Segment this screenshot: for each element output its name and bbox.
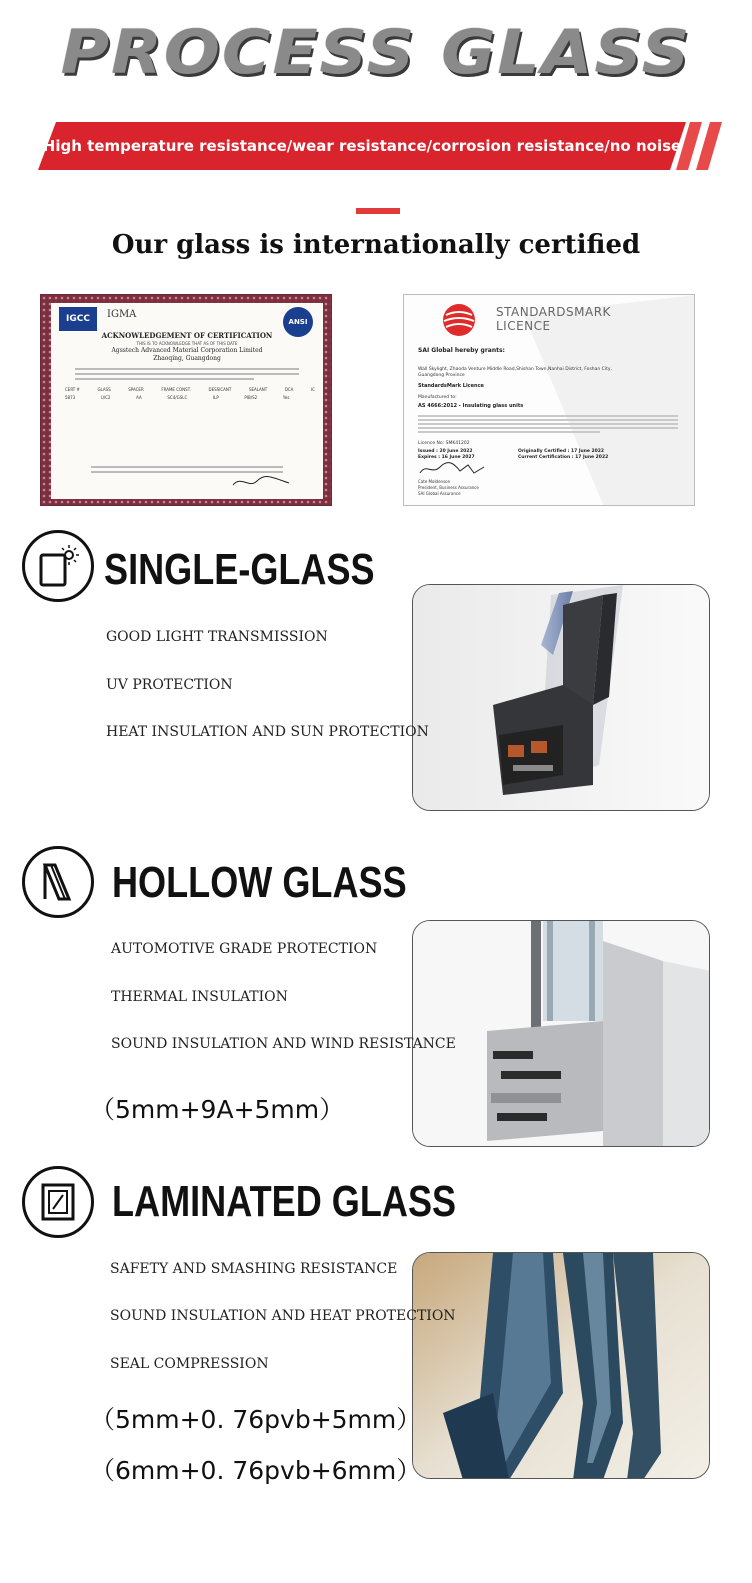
cert-col: IC xyxy=(311,387,315,392)
section-title-laminated: LAMINATED GLASS xyxy=(112,1177,457,1226)
laminated-glass-edge-image xyxy=(413,1253,710,1479)
cert-col: DCA xyxy=(284,387,294,392)
banner-text: High temperature resistance/wear resistance/corrosion resistance/no noise xyxy=(42,137,682,155)
laminated-pane-icon xyxy=(35,1179,81,1225)
section-title-single: SINGLE-GLASS xyxy=(104,545,375,594)
licence-standard: AS 4666:2012 - Insulating glass units xyxy=(418,403,524,409)
cert-fine-print xyxy=(75,365,299,385)
licence-signer-org: SAI Global Assurance xyxy=(418,491,461,496)
hollow-glass-photo xyxy=(412,920,710,1147)
cert-columns xyxy=(65,387,315,392)
hollow-glass-profile-image xyxy=(413,921,710,1147)
licence-brand-1: STANDARDSMARK xyxy=(496,305,611,319)
cert-heading: ACKNOWLEDGEMENT OF CERTIFICATION xyxy=(101,331,273,340)
cert-location: Zhaoqing, Guangdong xyxy=(153,355,221,362)
licence-number: Licence No: SMK41202 xyxy=(418,441,470,446)
spec-item: （5mm+9A+5mm） xyxy=(90,1095,345,1124)
licence-original-cert: Originally Certified : 17 June 2022 xyxy=(518,449,605,454)
cert-values xyxy=(65,395,315,400)
cert-col: CERT # xyxy=(65,387,80,392)
single-glass-badge xyxy=(22,530,94,602)
feature-item: SAFETY AND SMASHING RESISTANCE xyxy=(110,1261,398,1277)
single-glass-profile-image xyxy=(413,585,710,811)
spec-item: （5mm+0. 76pvb+5mm） xyxy=(90,1405,422,1434)
licence-address: Wall Skylight, Zhaoda Venture Middle Road,Shishan Town,Nanhai District, Foshan City, Guangdong Province xyxy=(418,367,612,378)
licence-type: StandardsMark Licence xyxy=(418,383,484,389)
licence-expires: Expires : 16 June 2027 xyxy=(418,455,475,460)
signature-icon xyxy=(231,475,291,489)
licence-manufactured: Manufactured to: xyxy=(418,395,457,400)
feature-item: SOUND INSULATION AND HEAT PROTECTION xyxy=(110,1308,456,1324)
laminated-glass-badge xyxy=(22,1166,94,1238)
licence-issued: Issued : 20 June 2022 xyxy=(418,449,473,454)
feature-item: THERMAL INSULATION xyxy=(111,989,288,1005)
cert-col: SPACER xyxy=(128,387,144,392)
cert-val: PIB/S2 xyxy=(244,395,258,400)
standardsmark-licence xyxy=(403,294,695,506)
cert-col: GLASS xyxy=(97,387,111,392)
cert-subtitle: THIS IS TO ACKNOWLEDGE THAT AS OF THIS DATE xyxy=(136,341,238,346)
cert-col: FRAME CONST. xyxy=(161,387,191,392)
cert-val: 5873 xyxy=(65,395,76,400)
accent-divider xyxy=(356,208,400,214)
cert-val: Yes xyxy=(282,395,290,400)
igcc-certificate xyxy=(40,294,332,506)
certification-heading: Our glass is internationally certified xyxy=(111,230,641,260)
licence-current-cert: Current Certification : 17 June 2022 xyxy=(518,455,609,460)
cert-val: ILP xyxy=(212,395,219,400)
laminated-glass-photo xyxy=(412,1252,710,1479)
cert-val: SC4/GSLC xyxy=(167,395,188,400)
signature-icon xyxy=(418,461,488,477)
feature-item: UV PROTECTION xyxy=(106,677,233,693)
feature-item: AUTOMOTIVE GRADE PROTECTION xyxy=(111,941,378,957)
cert-val: AA xyxy=(136,395,142,400)
double-pane-icon xyxy=(35,859,81,905)
licence-signer-title: President, Business Assurance xyxy=(418,485,479,490)
feature-item: GOOD LIGHT TRANSMISSION xyxy=(106,629,328,645)
section-title-hollow: HOLLOW GLASS xyxy=(112,858,407,907)
cert-col: DESSICANT xyxy=(208,387,232,392)
single-glass-photo xyxy=(412,584,710,811)
cert-company: Agsstech Advanced Material Corporation Limited xyxy=(111,347,263,354)
cert-col: SEALANT xyxy=(248,387,268,392)
hollow-glass-badge xyxy=(22,846,94,918)
cert-val: U/C2 xyxy=(100,395,111,400)
feature-item: HEAT INSULATION AND SUN PROTECTION xyxy=(106,724,429,740)
page-title: PROCESS GLASS xyxy=(60,17,692,88)
licence-grants: SAI Global hereby grants: xyxy=(418,347,505,354)
igma-logo: IGMA xyxy=(107,309,137,320)
igcc-logo: IGCC xyxy=(59,307,97,331)
standardsmark-logo-icon xyxy=(434,303,484,337)
feature-item: SEAL COMPRESSION xyxy=(110,1356,269,1372)
licence-fine-print xyxy=(418,413,678,435)
licence-brand-2: LICENCE xyxy=(496,319,551,333)
feature-item: SOUND INSULATION AND WIND RESISTANCE xyxy=(111,1036,456,1052)
ansi-badge: ANSI xyxy=(283,307,313,337)
window-sun-icon xyxy=(35,543,81,589)
spec-item: （6mm+0. 76pvb+6mm） xyxy=(90,1456,422,1485)
licence-signer: Cate Moldenson xyxy=(418,479,451,484)
